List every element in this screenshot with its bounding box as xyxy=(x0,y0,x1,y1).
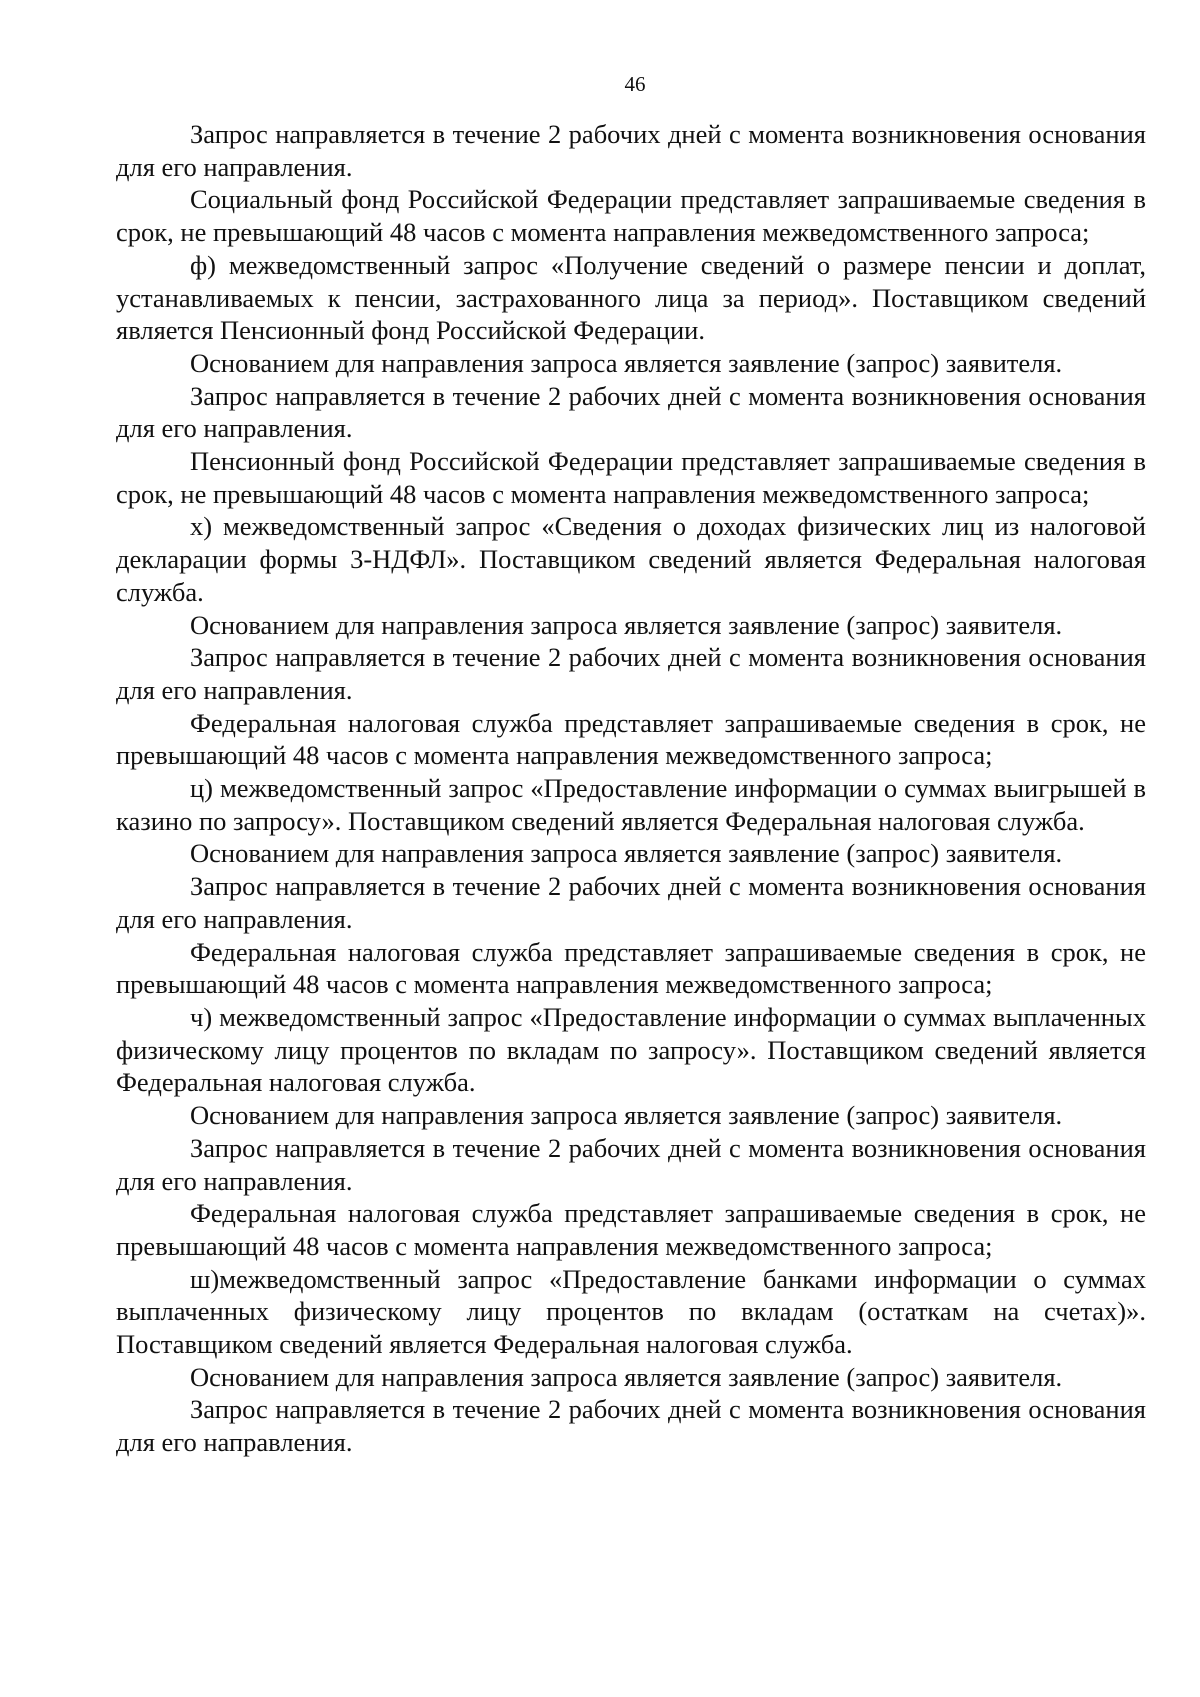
document-body xyxy=(116,118,1146,1459)
page-number: 46 xyxy=(624,72,646,96)
paragraph: Основанием для направления запроса является заявление (запрос) заявителя. xyxy=(190,1361,1063,1392)
paragraph: ч) межведомственный запрос «Предоставление информации о суммах выплаченных физическому лицу процентов по вкладам по запросу». Поставщиком сведений является Федеральная налоговая служба. xyxy=(116,1001,1146,1098)
paragraph: ф) межведомственный запрос «Получение сведений о размере пенсии и доплат, устанавливаемых к пенсии, застрахованного лица за период». Поставщиком сведений является Пенсионный фонд Российской Федерации. xyxy=(116,249,1146,346)
paragraph: Пенсионный фонд Российской Федерации представляет запрашиваемые сведения в срок, не превышающий 48 часов с момента направления межведомственного запроса; xyxy=(116,446,1146,509)
paragraph: Основанием для направления запроса является заявление (запрос) заявителя. xyxy=(190,1100,1063,1131)
paragraph: Запрос направляется в течение 2 рабочих дней с момента возникновения основания для его направления. xyxy=(116,119,1146,182)
paragraph: Социальный фонд Российской Федерации представляет запрашиваемые сведения в срок, не превышающий 48 часов с момента направления межведомственного запроса; xyxy=(116,184,1146,248)
paragraph: Запрос направляется в течение 2 рабочих дней с момента возникновения основания для его направления. xyxy=(116,1132,1146,1196)
paragraph: Запрос направляется в течение 2 рабочих дней с момента возникновения основания для его направления. xyxy=(116,642,1146,705)
paragraph: Основанием для направления запроса является заявление (запрос) заявителя. xyxy=(190,609,1063,640)
paragraph: х) межведомственный запрос «Сведения о доходах физических лиц из налоговой декларации формы 3-НДФЛ». Поставщиком сведений является Федеральная налоговая служба. xyxy=(116,511,1146,607)
paragraph: Федеральная налоговая служба представляет запрашиваемые сведения в срок, не превышающий 48 часов с момента направления межведомственного запроса; xyxy=(116,936,1146,1000)
paragraph: Основанием для направления запроса является заявление (запрос) заявителя. xyxy=(190,838,1063,869)
paragraph: Основанием для направления запроса является заявление (запрос) заявителя. xyxy=(190,347,1063,378)
paragraph: ц) межведомственный запрос «Предоставление информации о суммах выигрышей в казино по запросу». Поставщиком сведений является Федеральная налоговая служба. xyxy=(116,773,1146,836)
paragraph: Запрос направляется в течение 2 рабочих дней с момента возникновения основания для его направления. xyxy=(116,380,1146,444)
paragraph: ш)межведомственный запрос «Предоставление банками информации о суммах выплаченных физическому лицу процентов по вкладам (остаткам на счетах)». Поставщиком сведений является Федеральная налоговая служба. xyxy=(116,1263,1146,1360)
paragraph: Запрос направляется в течение 2 рабочих дней с момента возникновения основания для его направления. xyxy=(116,871,1146,934)
paragraph: Запрос направляется в течение 2 рабочих дней с момента возникновения основания для его направления. xyxy=(116,1394,1146,1458)
paragraph: Федеральная налоговая служба представляет запрашиваемые сведения в срок, не превышающий 48 часов с момента направления межведомственного запроса; xyxy=(116,707,1146,771)
paragraph: Федеральная налоговая служба представляет запрашиваемые сведения в срок, не превышающий 48 часов с момента направления межведомственного запроса; xyxy=(116,1198,1146,1261)
